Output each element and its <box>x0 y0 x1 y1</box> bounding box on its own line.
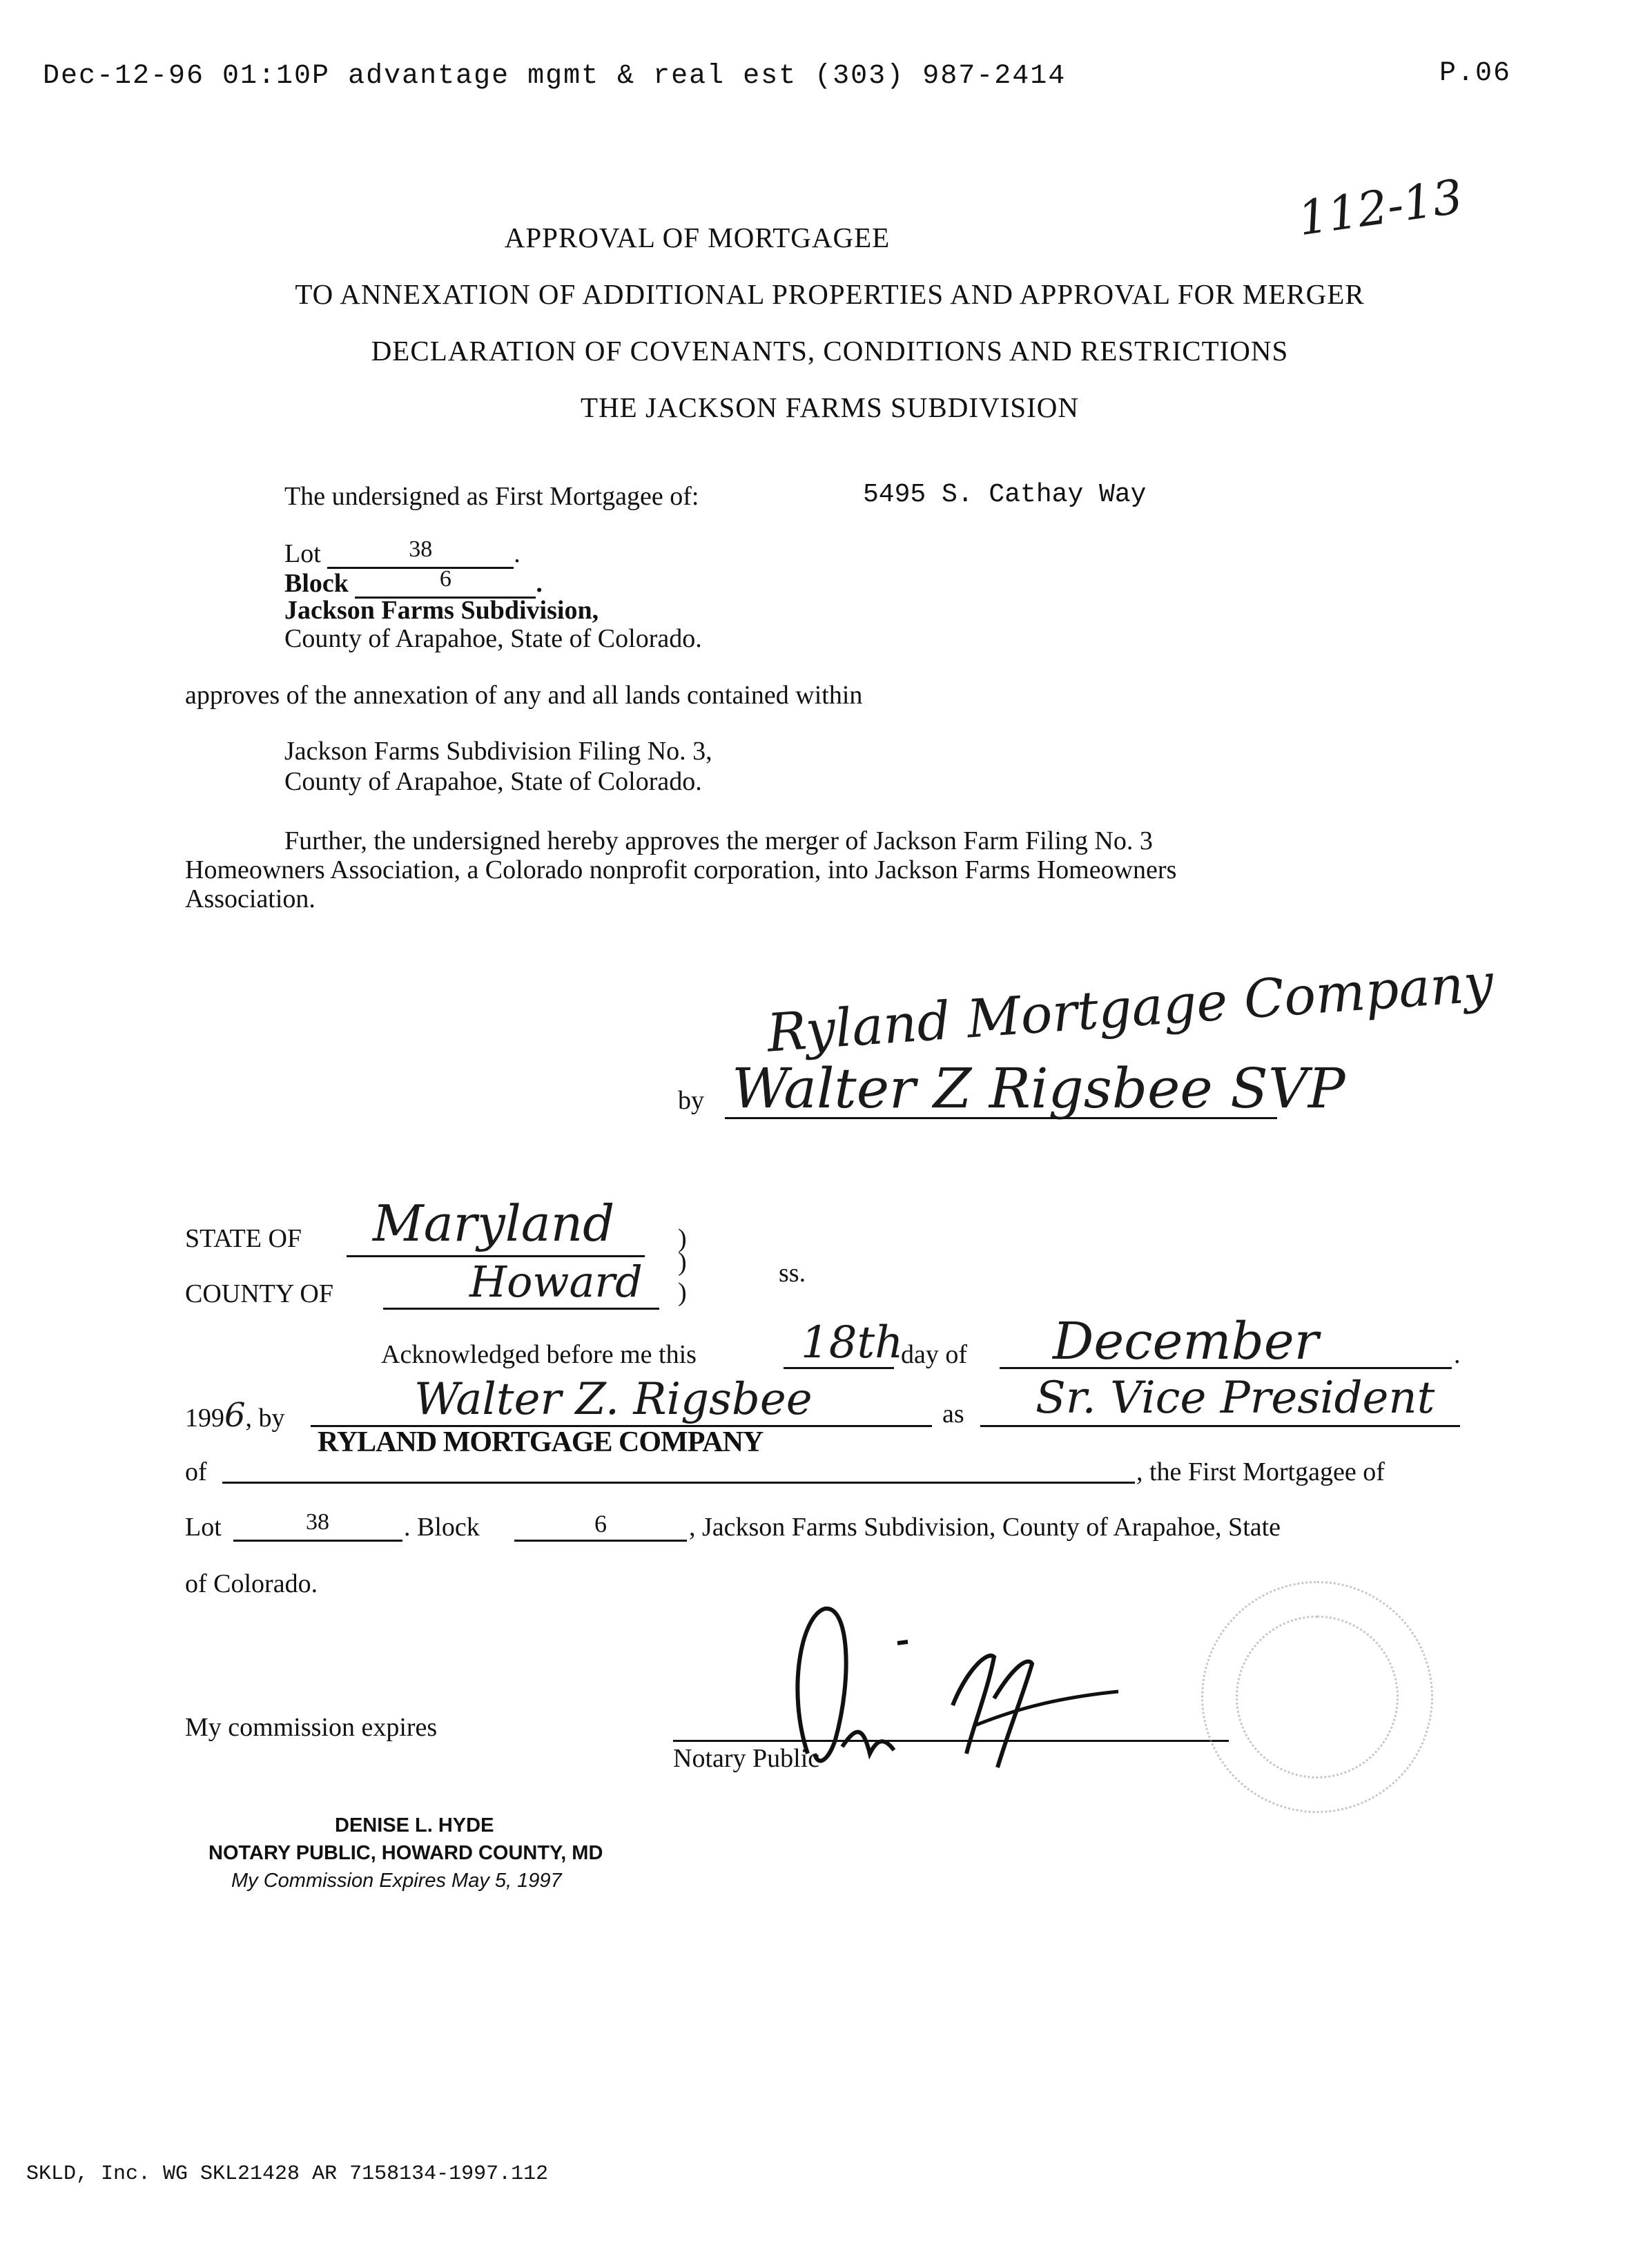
signature-company: Ryland Mortgage Company <box>765 951 1496 1064</box>
year-prefix <box>185 1396 285 1435</box>
county-value: Howard <box>469 1257 643 1307</box>
title-line-4: THE JACKSON FARMS SUBDIVISION <box>581 391 1079 423</box>
lot-label: Lot <box>284 539 321 568</box>
paren-2: ) <box>678 1248 687 1277</box>
as-label: as <box>942 1399 964 1428</box>
ss-label: ss. <box>779 1259 806 1288</box>
signature-line <box>725 1117 1277 1119</box>
merger-paragraph-line-3: Association. <box>185 884 315 913</box>
ack-name: Walter Z. Rigsbee <box>414 1374 813 1425</box>
ack-month: December <box>1053 1312 1319 1371</box>
ack-prefix: Acknowledged before me this <box>381 1340 697 1369</box>
notary-stamp-name: DENISE L. HYDE <box>335 1814 494 1836</box>
of-line <box>222 1482 1135 1484</box>
title-line-1: APPROVAL OF MORTGAGEE <box>504 222 891 253</box>
county-underline <box>383 1308 659 1310</box>
ack-day-line <box>784 1367 894 1369</box>
state-label: STATE OF <box>185 1224 302 1253</box>
lot-line-2 <box>233 1540 402 1542</box>
merger-paragraph-line-1: Further, the undersigned hereby approves the merger of Jackson Farm Filing No. 3 <box>284 826 1153 855</box>
ack-title-line <box>980 1425 1460 1427</box>
filing-line: Jackson Farms Subdivision Filing No. 3, <box>284 737 712 766</box>
handwritten-reference: 112-13 <box>1294 169 1466 247</box>
county-label: COUNTY OF <box>185 1279 333 1308</box>
commission-text: My commission expires <box>185 1713 438 1742</box>
block-line-2 <box>514 1540 687 1542</box>
paren-3: ) <box>678 1278 687 1307</box>
block-label-2: . Block <box>404 1513 480 1542</box>
company-stamp: RYLAND MORTGAGE COMPANY <box>318 1426 764 1458</box>
notary-stamp-expiry: My Commission Expires May 5, 1997 <box>231 1870 562 1892</box>
property-address: 5495 S. Cathay Way <box>863 480 1147 510</box>
notary-seal-inner-icon <box>1236 1616 1399 1778</box>
ack-month-line <box>1000 1367 1452 1369</box>
footer-text: SKLD, Inc. WG SKL21428 AR 7158134-1997.112 <box>26 2162 549 2186</box>
signature-name: Walter Z Rigsbee SVP <box>732 1056 1345 1121</box>
notary-stamp-county: NOTARY PUBLIC, HOWARD COUNTY, MD <box>208 1842 603 1864</box>
lot-value: 38 <box>327 536 514 569</box>
ack-day: 18th <box>801 1317 904 1368</box>
state-value: Maryland <box>373 1194 615 1252</box>
of-colorado: of Colorado. <box>185 1569 318 1598</box>
year-prefix-text: 199 <box>185 1404 224 1433</box>
fax-page-number: P.06 <box>1439 58 1512 89</box>
block-value-2: 6 <box>594 1510 607 1538</box>
ack-tail: , Jackson Farms Subdivision, County of Arapahoe, State <box>689 1513 1281 1542</box>
title-line-2: TO ANNEXATION OF ADDITIONAL PROPERTIES AND APPROVAL FOR MERGER <box>295 278 1365 310</box>
mortgagee-intro: The undersigned as First Mortgagee of: <box>284 482 699 511</box>
paren-1: ) <box>678 1224 687 1253</box>
first-mortgagee-text: , the First Mortgagee of <box>1136 1457 1385 1486</box>
approves-text: approves of the annexation of any and all lands contained within <box>185 681 863 710</box>
fax-header-text: Dec-12-96 01:10P advantage mgmt & real est (303) 987-2414 <box>43 61 1067 92</box>
lot-value-2: 38 <box>306 1509 329 1535</box>
block-row: Block 6 . <box>284 566 543 598</box>
block-label: Block <box>284 569 349 598</box>
by-label: by <box>678 1086 704 1115</box>
county-line: County of Arapahoe, State of Colorado. <box>284 624 702 653</box>
merger-paragraph-line-2: Homeowners Association, a Colorado nonprofit corporation, into Jackson Farms Homeowners <box>185 855 1177 884</box>
title-line-3: DECLARATION OF COVENANTS, CONDITIONS AND RESTRICTIONS <box>371 335 1289 367</box>
ack-period: . <box>1454 1340 1461 1369</box>
lot-label-2: Lot <box>185 1513 222 1542</box>
year-digit: 6 <box>224 1396 246 1435</box>
filing-county-line: County of Arapahoe, State of Colorado. <box>284 767 702 796</box>
ack-dayof: day of <box>901 1340 968 1369</box>
notary-label: Notary Public <box>673 1744 820 1773</box>
by-label-2: , by <box>245 1404 285 1433</box>
subdivision-line: Jackson Farms Subdivision, <box>284 596 599 625</box>
block-value: 6 <box>355 566 536 599</box>
lot-row: Lot 38 . <box>284 536 521 568</box>
ack-title: Sr. Vice President <box>1036 1373 1435 1424</box>
of-label: of <box>185 1457 207 1486</box>
notary-line <box>673 1740 1229 1742</box>
